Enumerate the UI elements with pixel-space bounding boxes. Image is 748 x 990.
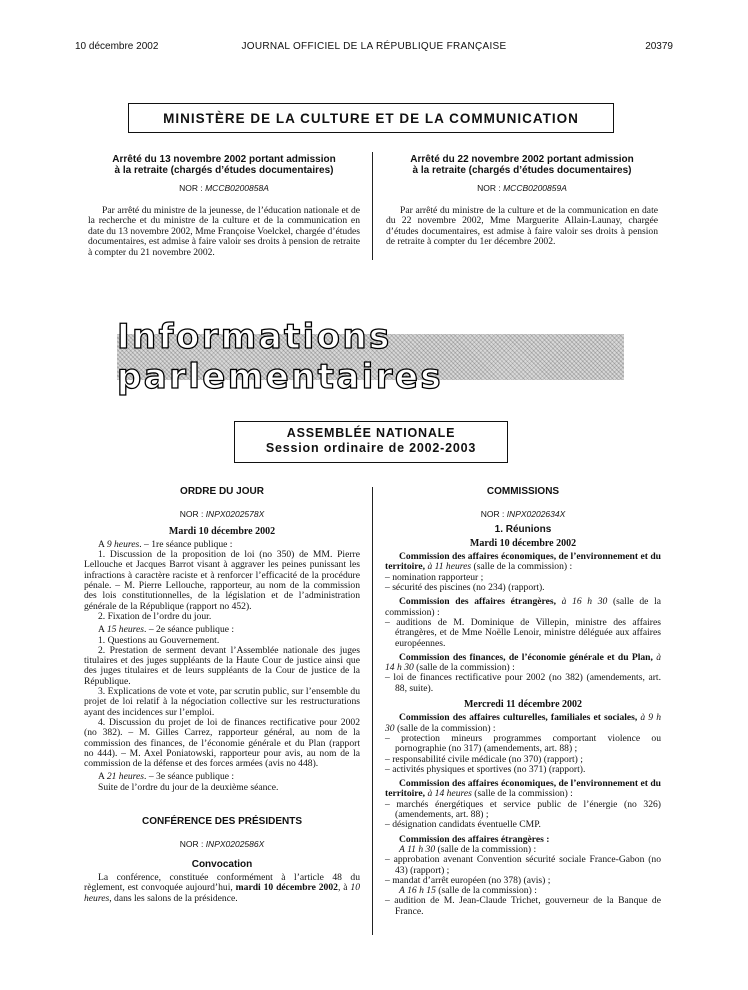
section-banner [117,317,624,397]
commission-6: Commission des affaires étrangères : [399,833,550,845]
sitting-1-heading: A 9 heures. – 1re séance publique : [98,538,233,550]
conference-nor: NOR : INPX0202586X [179,839,265,850]
commissions-nor: NOR : INPX0202634X [480,509,566,520]
banner-title: Informations parlementaires [117,317,443,397]
convocation-text: La conférence, constituée conformément à l’article 48 du règlement, est convoquée aujourd’hui, mardi 10 décembre 2002, à 10 heures, dans les salons de la présidence. [84,871,360,904]
article-2-title: Arrêté du 22 novembre 2002 portant admission à la retraite (chargés d’études documentaires) [410,154,634,176]
left-column [84,487,360,904]
article-1-title: Arrêté du 13 novembre 2002 portant admission à la retraite (chargés d’études documentaires) [112,154,336,176]
commission-4-item: – activités physiques et sportives (no 371) (rapport). [385,763,586,775]
commission-2-item: – auditions de M. Dominique de Villepin, ministre des affaires étrangères, et de Mme Noëlle Lenoir, ministre déléguée aux affaires européennes. [385,616,661,649]
assembly-heading [234,421,508,463]
commission-5: Commission des affaires économiques, de l’environnement et du territoire, à 14 heures (salle de la commission) : [385,778,661,800]
article-2-nor: NOR : MCCB0200859A [477,183,567,193]
commissions-title: COMMISSIONS [486,486,560,497]
commission-4-item: – protection mineurs programmes comportant violence ou pornographie (no 317) (amendements, art. 88) ; [385,732,661,755]
commission-4: Commission des affaires culturelles, familiales et sociales, à 9 h 30 (salle de la commission) : [385,712,661,734]
page-header [75,41,673,55]
commission-5-item: – marchés énergétiques et service public de l’énergie (no 326) (amendements, art. 88) ; [385,798,661,821]
article-2 [386,154,658,248]
article-1 [88,154,360,258]
reunions-title: 1. Réunions [494,523,552,535]
session-day: Mardi 10 décembre 2002 [168,525,276,537]
sitting-2-heading: A 15 heures. – 2e séance publique : [98,624,235,636]
day-1: Mardi 10 décembre 2002 [469,537,577,549]
commission-1: Commission des affaires économiques, de l’environnement et du territoire, à 11 heures (salle de la commission) : [385,551,661,573]
commission-1-item: – nomination rapporteur ; [385,571,484,583]
column-divider-top [372,152,373,260]
assembly-title: ASSEMBLÉE NATIONALE [286,426,456,440]
commission-1-item: – sécurité des piscines (no 234) (rapport). [385,582,545,594]
conference-title: CONFÉRENCE DES PRÉSIDENTS [141,816,303,828]
commission-5-item: – désignation candidats éventuelle CMP. [385,819,541,831]
commission-4-item: – responsabilité civile médicale (no 370) (rapport) ; [385,753,583,765]
commission-6-item: – approbation avenant Convention sécurité sociale France-Gabon (no 43) (rapport) ; [385,854,661,876]
article-2-text: Par arrêté du ministre de la culture et de la communication en date du 22 novembre 2002, Mme Marguerite Allain-Launay, chargée d’études documentaires, est admise à faire valoir ses droits à pension de retraite à compter du 1er décembre 2002. [386,205,658,248]
sitting-1-item-1: 1. Discussion de la proposition de loi (no 350) de MM. Pierre Lellouche et Jacques Barrot visant à aggraver les peines punissant les infractions à caractère raciste et à renforcer l’efficacité de la procédure pénale. – M. Pierre Lellouche, rapporteur, au nom de la commission des lois constitutionnelles, de la législation et de l’administration générale de la République (rapport no 452). [84,549,360,612]
commission-3-item: – loi de finances rectificative pour 2002 (no 382) (amendements, art. 88, suite). [385,672,661,694]
day-2: Mercredi 11 décembre 2002 [463,699,583,711]
journal-title: JOURNAL OFFICIEL DE LA RÉPUBLIQUE FRANÇAISE [241,41,507,52]
session-title: Session ordinaire de 2002-2003 [265,441,477,455]
column-divider-bottom [372,487,373,935]
commission-2: Commission des affaires étrangères, à 16 h 30 (salle de la commission) : [385,596,661,618]
commission-3: Commission des finances, de l’économie générale et du Plan, à 14 h 30 (salle de la commission) : [385,651,661,674]
sitting-3-item: Suite de l’ordre du jour de la deuxième séance. [98,781,279,793]
header-date: 10 décembre 2002 [75,41,159,52]
right-column [385,487,661,917]
ministry-heading [128,103,614,133]
convocation-title: Convocation [191,858,253,870]
ordre-nor: NOR : INPX0202578X [179,509,265,520]
article-1-text: Par arrêté du ministre de la jeunesse, de l’éducation nationale et de la recherche et du ministre de la culture et de la communication en date du 13 novembre 2002, Mme Françoise Voelckel, chargée d’études documentaires, est admise à faire valoir ses droits à pension de retraite à compter du 21 novembre 2002. [88,205,361,258]
sitting-2-item-2: 2. Prestation de serment devant l’Assemblée nationale des juges titulaires et des juges suppléants de la Haute Cour de justice ainsi que des juges titulaires et de leurs suppléants de la Cour de justice de la République. [84,644,360,687]
commission-6-slot-a: A 11 h 30 (salle de la commission) : [399,843,537,855]
sitting-1-item-2: 2. Fixation de l’ordre du jour. [98,610,212,622]
sitting-2-item-4: 4. Discussion du projet de loi de finances rectificative pour 2002 (no 382). – M. Gilles Carrez, rapporteur général, au nom de la commission des finances, de l’économie générale et du Plan (rapport no 444). – M. Axel Poniatowski, rapporteur pour avis, au nom de la commission de la défense et des forces armées (avis no 448). [84,716,360,770]
commission-6-slot-b: A 16 h 15 (salle de la commission) : [399,885,537,897]
ordre-du-jour-title: ORDRE DU JOUR [180,486,264,497]
page-number: 20379 [645,41,673,52]
sitting-2-item-1: 1. Questions au Gouvernement. [98,634,220,646]
commission-6-item: – mandat d’arrêt européen (no 378) (avis) ; [385,874,551,886]
ministry-title: MINISTÈRE DE LA CULTURE ET DE LA COMMUNICATION [163,110,579,126]
article-1-nor: NOR : MCCB0200858A [179,183,269,193]
commission-6-item: – audition de M. Jean-Claude Trichet, gouverneur de la Banque de France. [385,895,661,917]
sitting-2-item-3: 3. Explications de vote et vote, par scrutin public, sur l’ensemble du projet de loi relatif à la négociation collective sur les restructurations ayant des incidences sur l’emploi. [84,686,360,718]
sitting-3-heading: A 21 heures. – 3e séance publique : [98,771,235,783]
